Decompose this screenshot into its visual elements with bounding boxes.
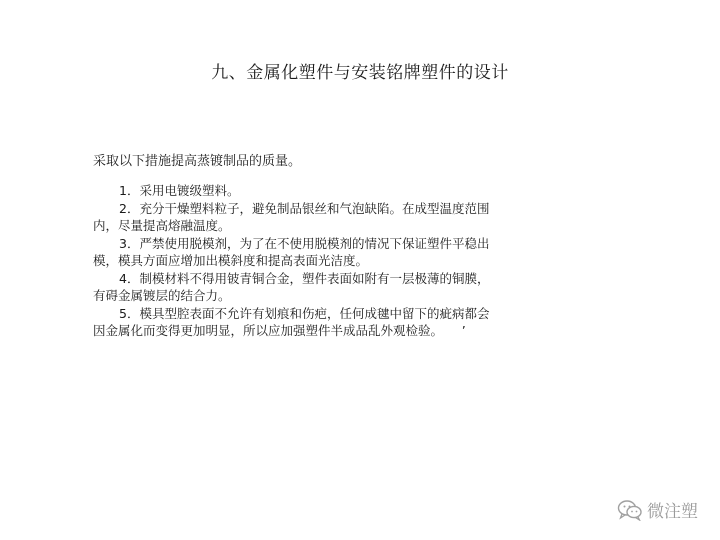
intro-text: 采取以下措施提高蒸镀制品的质量。	[93, 154, 302, 169]
wechat-icon	[617, 499, 643, 521]
list-item: 5．模具型腔表面不允许有划痕和伤疤，任何成毽中留下的疵病都会因金属化而变得更加明显，所以应加强塑件半成品乱外观检验。 ’	[93, 305, 490, 338]
list-item: 4．制模材料不得用铍青铜合金，塑件表面如附有一层极薄的铜膜，有碍金属镀层的结合力。	[93, 270, 490, 303]
list-item: 1．采用电镀级塑料。	[119, 183, 240, 198]
watermark	[617, 497, 698, 522]
slide-title: 九、金属化塑件与安装铭牌塑件的设计	[211, 63, 509, 83]
list-item: 3．严禁使用脱模剂，为了在不使用脱模剂的情况下保证塑件平稳出模，模具方面应增加出模斜度和提高表面光洁度。	[93, 235, 490, 268]
watermark-text: 微注塑	[647, 502, 698, 522]
list-item: 2．充分干燥塑料粒子，避免制品银丝和气泡缺陷。在成型温度范围内，尽量提高熔融温度。	[93, 200, 490, 233]
measures-list	[93, 182, 493, 340]
